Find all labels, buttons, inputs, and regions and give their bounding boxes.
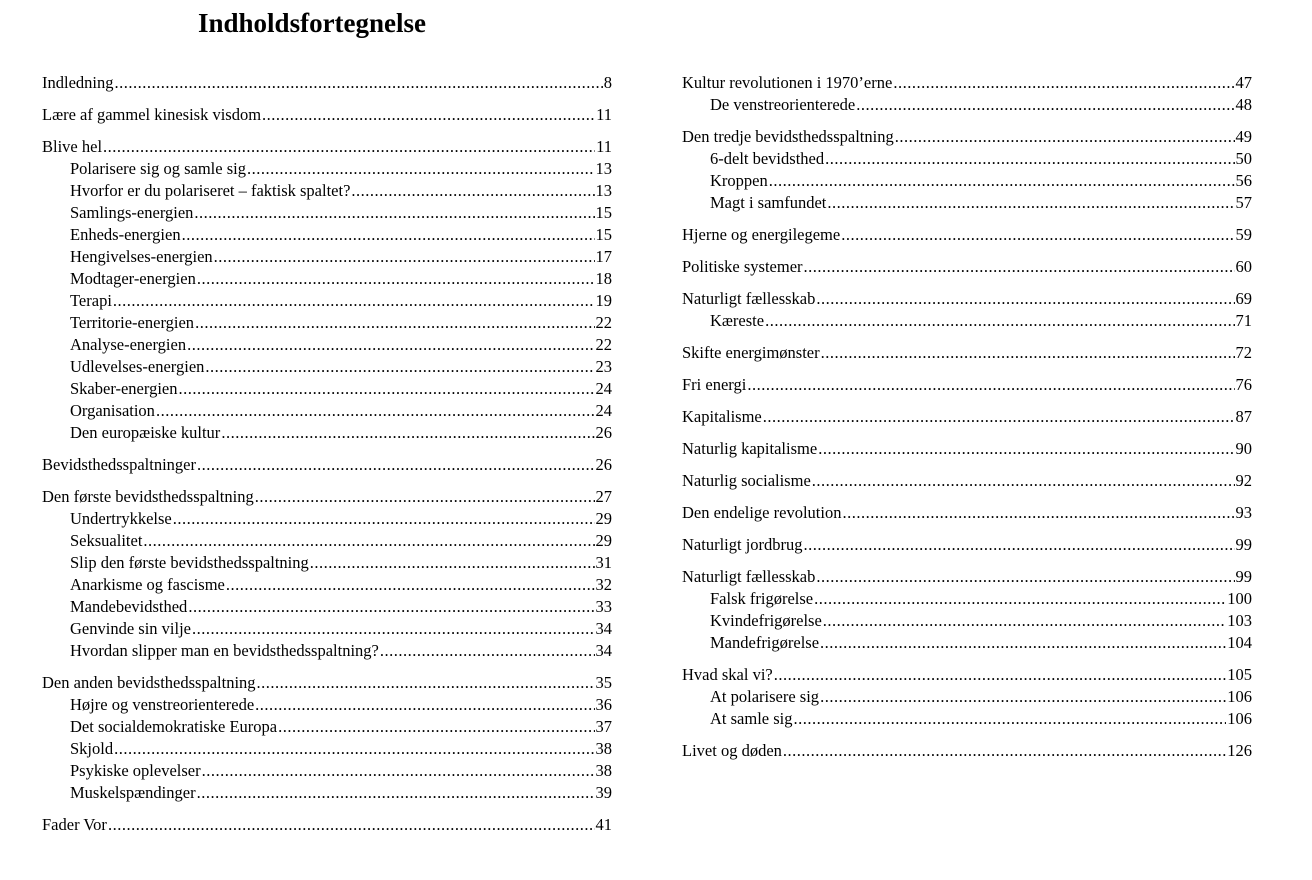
- toc-subentry[interactable]: [42, 334, 612, 356]
- toc-group: [682, 126, 1252, 214]
- toc-entry-label: Udlevelses-energien: [70, 357, 205, 376]
- toc-entry-label: Enheds-energien: [70, 225, 181, 244]
- toc-subentry[interactable]: [42, 716, 612, 738]
- toc-page-number: 24: [595, 379, 612, 398]
- dot-leader: [103, 136, 595, 158]
- toc-entry-label: Den endelige revolution: [682, 503, 842, 522]
- dot-leader: [197, 454, 595, 476]
- toc-entry[interactable]: [42, 454, 612, 476]
- dot-leader: [278, 716, 594, 738]
- dot-leader: [173, 508, 595, 530]
- toc-page-number: 47: [1235, 73, 1252, 92]
- toc-subentry[interactable]: [42, 618, 612, 640]
- toc-entry-label: Kapitalisme: [682, 407, 762, 426]
- toc-entry-label: Psykiske oplevelser: [70, 761, 201, 780]
- toc-entry-label: Bevidsthedsspaltninger: [42, 455, 196, 474]
- toc-entry[interactable]: [42, 72, 612, 94]
- toc-page-number: 26: [595, 423, 612, 442]
- toc-entry-label: Modtager-energien: [70, 269, 196, 288]
- toc-entry-label: 6-delt bevidsthed: [710, 149, 825, 168]
- toc-entry-label: Fader Vor: [42, 815, 107, 834]
- toc-entry-label: Mandefrigørelse: [710, 633, 820, 652]
- toc-subentry[interactable]: [42, 290, 612, 312]
- toc-page-number: 22: [595, 335, 612, 354]
- dot-leader: [202, 760, 595, 782]
- toc-entry-label: Naturlig kapitalisme: [682, 439, 818, 458]
- toc-entry-label: Livet og døden: [682, 741, 782, 760]
- toc-page-number: 19: [595, 291, 612, 310]
- toc-subentry[interactable]: [42, 400, 612, 422]
- dot-leader: [178, 378, 594, 400]
- toc-entry-label: De venstreorienterede: [710, 95, 856, 114]
- toc-subentry[interactable]: [42, 694, 612, 716]
- toc-page-number: 34: [595, 641, 612, 660]
- toc-entry-label: Skjold: [70, 739, 114, 758]
- toc-subentry[interactable]: [42, 508, 612, 530]
- toc-group: [42, 454, 612, 476]
- dot-leader: [823, 610, 1226, 632]
- toc-entry-label: Det socialdemokratiske Europa: [70, 717, 278, 736]
- dot-leader: [197, 268, 595, 290]
- toc-page-number: 29: [595, 509, 612, 528]
- toc-subentry[interactable]: [682, 632, 1252, 654]
- toc-subentry[interactable]: [682, 708, 1252, 730]
- dot-leader: [187, 334, 594, 356]
- toc-entry-label: Terapi: [70, 291, 112, 310]
- toc-entry[interactable]: [682, 438, 1252, 460]
- toc-page-number: 32: [595, 575, 612, 594]
- toc-entry[interactable]: [682, 288, 1252, 310]
- toc-page-number: 24: [595, 401, 612, 420]
- toc-page-number: 35: [595, 673, 612, 692]
- toc-entry-label: Den europæiske kultur: [70, 423, 221, 442]
- toc-entry[interactable]: [682, 664, 1252, 686]
- toc-entry[interactable]: [682, 342, 1252, 364]
- toc-group: [42, 672, 612, 804]
- toc-entry-label: Territorie-energien: [70, 313, 195, 332]
- toc-entry-label: Højre og venstreorienterede: [70, 695, 255, 714]
- toc-page-number: 15: [595, 225, 612, 244]
- toc-subentry[interactable]: [42, 738, 612, 760]
- toc-entry-label: Analyse-energien: [70, 335, 187, 354]
- dot-leader: [115, 72, 603, 94]
- toc-entry-label: Anarkisme og fascisme: [70, 575, 225, 594]
- toc-group: [682, 342, 1252, 364]
- toc-subentry[interactable]: [42, 574, 612, 596]
- toc-page-number: 27: [595, 487, 612, 506]
- toc-page-number: 36: [595, 695, 612, 714]
- dot-leader: [747, 374, 1234, 396]
- toc-page-number: 37: [595, 717, 612, 736]
- dot-leader: [310, 552, 595, 574]
- toc-group: [42, 72, 612, 94]
- toc-page-number: 41: [595, 815, 612, 834]
- toc-group: [682, 740, 1252, 762]
- toc-entry[interactable]: [682, 374, 1252, 396]
- toc-entry[interactable]: [42, 814, 612, 836]
- dot-leader: [156, 400, 595, 422]
- toc-group: [682, 566, 1252, 654]
- toc-entry-label: Indledning: [42, 73, 114, 92]
- toc-page-number: 31: [595, 553, 612, 572]
- dot-leader: [195, 312, 594, 334]
- toc-entry-label: Skifte energimønster: [682, 343, 820, 362]
- toc-subentry[interactable]: [42, 760, 612, 782]
- toc-page-number: 23: [595, 357, 612, 376]
- toc-entry-label: Muskelspændinger: [70, 783, 196, 802]
- dot-leader: [812, 470, 1235, 492]
- dot-leader: [827, 192, 1234, 214]
- toc-entry[interactable]: [42, 486, 612, 508]
- toc-group: [682, 224, 1252, 246]
- dot-leader: [257, 672, 595, 694]
- toc-entry-label: Skaber-energien: [70, 379, 178, 398]
- dot-leader: [114, 738, 594, 760]
- toc-entry-label: Naturligt jordbrug: [682, 535, 803, 554]
- toc-entry-label: Samlings-energien: [70, 203, 194, 222]
- toc-entry-label: Organisation: [70, 401, 155, 420]
- toc-subentry[interactable]: [42, 312, 612, 334]
- toc-subentry[interactable]: [42, 202, 612, 224]
- dot-leader: [804, 534, 1235, 556]
- toc-page-number: 26: [595, 455, 612, 474]
- toc-page-number: 105: [1227, 665, 1252, 684]
- toc-page-number: 106: [1227, 687, 1252, 706]
- toc-page-number: 18: [595, 269, 612, 288]
- toc-page-number: 33: [595, 597, 612, 616]
- dot-leader: [814, 588, 1226, 610]
- toc-group: [682, 374, 1252, 396]
- toc-entry[interactable]: [682, 126, 1252, 148]
- toc-group: [42, 136, 612, 444]
- toc-page-number: 11: [596, 105, 612, 124]
- toc-page-number: 22: [595, 313, 612, 332]
- dot-leader: [794, 708, 1227, 730]
- toc-entry[interactable]: [42, 104, 612, 126]
- toc-entry-label: Politiske systemer: [682, 257, 803, 276]
- dot-leader: [221, 422, 594, 444]
- dot-leader: [380, 640, 595, 662]
- toc-page-number: 76: [1235, 375, 1252, 394]
- toc-subentry[interactable]: [42, 224, 612, 246]
- toc-entry-label: Mandebevidsthed: [70, 597, 188, 616]
- toc-subentry[interactable]: [42, 530, 612, 552]
- toc-entry-label: Fri energi: [682, 375, 747, 394]
- dot-leader: [255, 694, 594, 716]
- toc-page-number: 104: [1227, 633, 1252, 652]
- toc-entry-label: Slip den første bevidsthedsspaltning: [70, 553, 309, 572]
- dot-leader: [818, 438, 1234, 460]
- toc-entry-label: Naturligt fællesskab: [682, 289, 816, 308]
- toc-entry-label: Kroppen: [710, 171, 768, 190]
- toc-page-number: 38: [595, 761, 612, 780]
- toc-subentry[interactable]: [42, 158, 612, 180]
- toc-page-number: 50: [1235, 149, 1252, 168]
- toc-page-number: 39: [595, 783, 612, 802]
- toc-group: [682, 256, 1252, 278]
- toc-entry-label: Kvindefrigørelse: [710, 611, 822, 630]
- toc-entry-label: Naturligt fællesskab: [682, 567, 816, 586]
- dot-leader: [763, 406, 1235, 428]
- toc-subentry[interactable]: [682, 610, 1252, 632]
- toc-page-number: 11: [596, 137, 612, 156]
- toc-group: [42, 814, 612, 836]
- toc-subentry[interactable]: [42, 180, 612, 202]
- toc-subentry[interactable]: [682, 310, 1252, 332]
- dot-leader: [226, 574, 595, 596]
- toc-page-number: 126: [1227, 741, 1252, 760]
- dot-leader: [816, 566, 1234, 588]
- toc-entry-label: Seksualitet: [70, 531, 143, 550]
- dot-leader: [774, 664, 1227, 686]
- toc-page-number: 38: [595, 739, 612, 758]
- toc-subentry[interactable]: [682, 94, 1252, 116]
- toc-entry-label: Blive hel: [42, 137, 103, 156]
- toc-entry-label: Falsk frigørelse: [710, 589, 814, 608]
- dot-leader: [192, 618, 595, 640]
- toc-page-number: 29: [595, 531, 612, 550]
- toc-entry-label: Undertrykkelse: [70, 509, 172, 528]
- toc-subentry[interactable]: [682, 170, 1252, 192]
- toc-subentry[interactable]: [42, 268, 612, 290]
- toc-entry-label: Hvad skal vi?: [682, 665, 773, 684]
- toc-column-left: [42, 72, 612, 846]
- toc-group: [682, 534, 1252, 556]
- toc-entry-label: Kultur revolutionen i 1970’erne: [682, 73, 893, 92]
- toc-page-number: 103: [1227, 611, 1252, 630]
- toc-page-number: 87: [1235, 407, 1252, 426]
- toc-entry-label: Naturlig socialisme: [682, 471, 811, 490]
- toc-group: [682, 72, 1252, 116]
- dot-leader: [769, 170, 1235, 192]
- toc-entry-label: Polarisere sig og samle sig: [70, 159, 246, 178]
- toc-subentry[interactable]: [42, 356, 612, 378]
- dot-leader: [841, 224, 1234, 246]
- toc-page-number: 71: [1235, 311, 1252, 330]
- toc-page-number: 13: [595, 181, 612, 200]
- toc-entry-label: Hvorfor er du polariseret – faktisk spaltet?: [70, 181, 351, 200]
- toc-entry-label: At samle sig: [710, 709, 793, 728]
- toc-page-number: 49: [1235, 127, 1252, 146]
- toc-entry[interactable]: [682, 224, 1252, 246]
- dot-leader: [895, 126, 1235, 148]
- toc-subentry[interactable]: [682, 192, 1252, 214]
- dot-leader: [194, 202, 594, 224]
- dot-leader: [816, 288, 1234, 310]
- toc-entry-label: Hvordan slipper man en bevidsthedsspaltning?: [70, 641, 379, 660]
- toc-entry-label: Den tredje bevidsthedsspaltning: [682, 127, 894, 146]
- toc-entry[interactable]: [682, 534, 1252, 556]
- toc-entry[interactable]: [682, 470, 1252, 492]
- toc-subentry[interactable]: [42, 596, 612, 618]
- dot-leader: [113, 290, 595, 312]
- toc-page-number: 34: [595, 619, 612, 638]
- toc-column-right: [682, 72, 1252, 772]
- toc-subentry[interactable]: [42, 422, 612, 444]
- toc-entry[interactable]: [42, 136, 612, 158]
- toc-subentry[interactable]: [42, 782, 612, 804]
- toc-page-number: 13: [595, 159, 612, 178]
- toc-page-number: 99: [1235, 567, 1252, 586]
- dot-leader: [262, 104, 595, 126]
- toc-page-number: 69: [1235, 289, 1252, 308]
- toc-group: [682, 406, 1252, 428]
- toc-entry-label: Kæreste: [710, 311, 765, 330]
- dot-leader: [205, 356, 594, 378]
- dot-leader: [783, 740, 1226, 762]
- toc-entry-label: Hjerne og energilegeme: [682, 225, 841, 244]
- toc-entry-label: Den første bevidsthedsspaltning: [42, 487, 254, 506]
- toc-subentry[interactable]: [42, 640, 612, 662]
- toc-group: [682, 470, 1252, 492]
- toc-page-number: 93: [1235, 503, 1252, 522]
- toc-entry[interactable]: [682, 502, 1252, 524]
- toc-entry[interactable]: [682, 72, 1252, 94]
- toc-group: [42, 104, 612, 126]
- toc-subentry[interactable]: [42, 378, 612, 400]
- toc-page-number: 106: [1227, 709, 1252, 728]
- toc-subentry[interactable]: [682, 588, 1252, 610]
- toc-page-number: 59: [1235, 225, 1252, 244]
- dot-leader: [820, 632, 1226, 654]
- toc-page-number: 100: [1227, 589, 1252, 608]
- toc-group: [682, 664, 1252, 730]
- toc-page-number: 92: [1235, 471, 1252, 490]
- toc-entry[interactable]: [682, 406, 1252, 428]
- toc-page-number: 8: [603, 73, 612, 92]
- toc-entry[interactable]: [682, 566, 1252, 588]
- toc-page-number: 48: [1235, 95, 1252, 114]
- dot-leader: [821, 342, 1235, 364]
- toc-entry-label: Lære af gammel kinesisk visdom: [42, 105, 262, 124]
- dot-leader: [247, 158, 595, 180]
- toc-page-number: 72: [1235, 343, 1252, 362]
- toc-entry[interactable]: [682, 256, 1252, 278]
- toc-subentry[interactable]: [42, 246, 612, 268]
- toc-group: [682, 438, 1252, 460]
- toc-entry-label: At polarisere sig: [710, 687, 820, 706]
- toc-group: [682, 502, 1252, 524]
- dot-leader: [893, 72, 1234, 94]
- toc-group: [42, 486, 612, 662]
- toc-page-number: 99: [1235, 535, 1252, 554]
- dot-leader: [825, 148, 1234, 170]
- toc-entry-label: Hengivelses-energien: [70, 247, 213, 266]
- dot-leader: [197, 782, 595, 804]
- toc-subentry[interactable]: [682, 686, 1252, 708]
- toc-subentry[interactable]: [42, 552, 612, 574]
- toc-page-number: 57: [1235, 193, 1252, 212]
- dot-leader: [820, 686, 1226, 708]
- dot-leader: [182, 224, 595, 246]
- toc-entry[interactable]: [42, 672, 612, 694]
- dot-leader: [255, 486, 595, 508]
- dot-leader: [842, 502, 1234, 524]
- dot-leader: [804, 256, 1235, 278]
- toc-subentry[interactable]: [682, 148, 1252, 170]
- toc-page-number: 90: [1235, 439, 1252, 458]
- dot-leader: [214, 246, 595, 268]
- toc-page-number: 56: [1235, 171, 1252, 190]
- dot-leader: [108, 814, 595, 836]
- toc-title: Indholdsfortegnelse: [198, 8, 427, 38]
- toc-entry-label: Den anden bevidsthedsspaltning: [42, 673, 256, 692]
- toc-page-number: 60: [1235, 257, 1252, 276]
- dot-leader: [765, 310, 1234, 332]
- toc-entry-label: Genvinde sin vilje: [70, 619, 191, 638]
- toc-group: [682, 288, 1252, 332]
- toc-page-number: 15: [595, 203, 612, 222]
- dot-leader: [143, 530, 594, 552]
- dot-leader: [351, 180, 594, 202]
- toc-page-number: 17: [595, 247, 612, 266]
- dot-leader: [188, 596, 594, 618]
- dot-leader: [856, 94, 1234, 116]
- toc-entry-label: Magt i samfundet: [710, 193, 827, 212]
- toc-entry[interactable]: [682, 740, 1252, 762]
